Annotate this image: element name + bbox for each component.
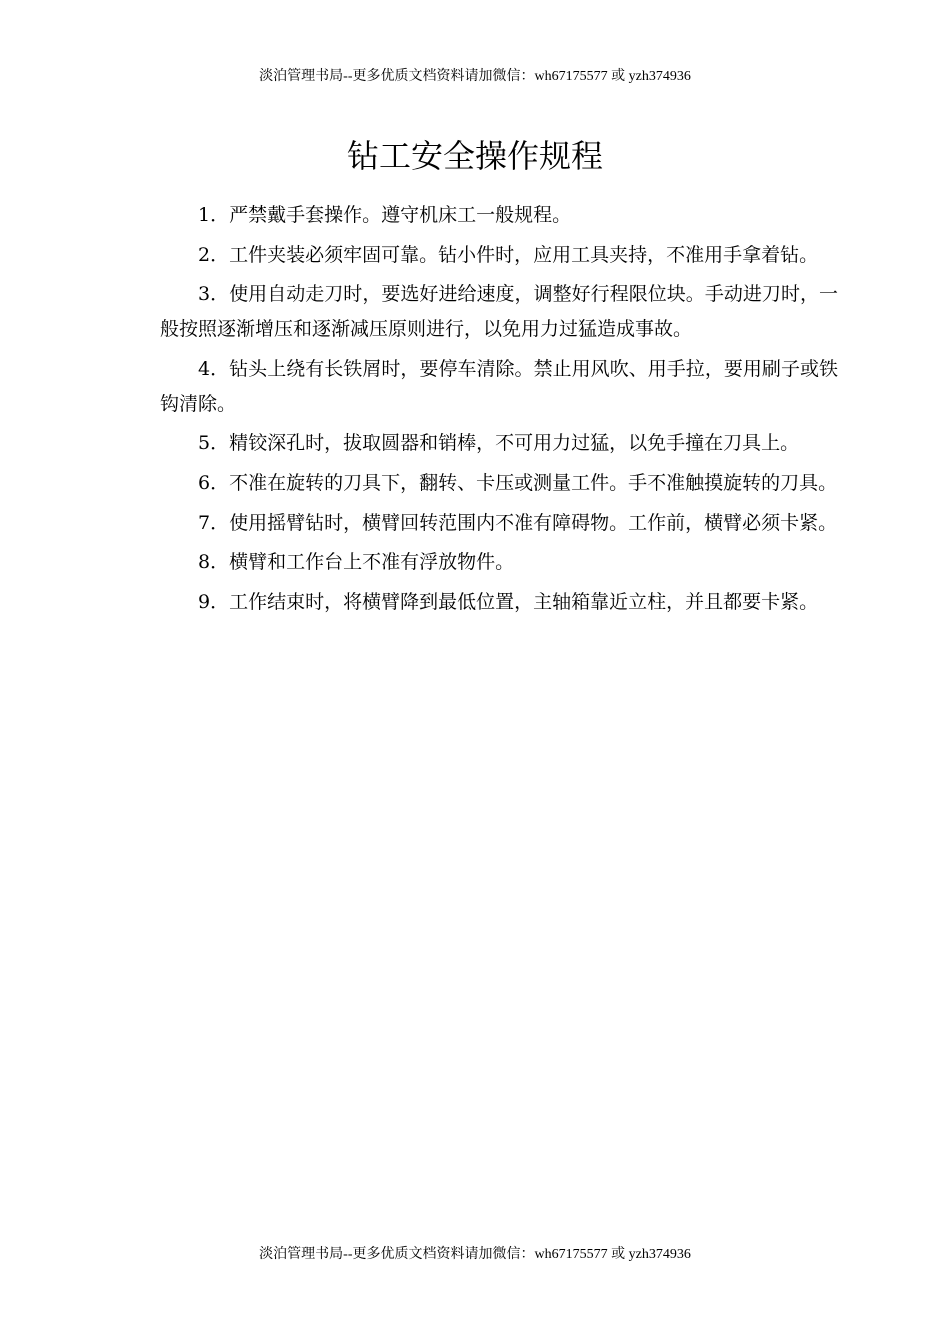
page-footer: 淡泊管理书局--更多优质文档资料请加微信：wh67175577 或 yzh374936 <box>259 1247 691 1262</box>
page-header: 淡泊管理书局--更多优质文档资料请加微信：wh67175577 或 yzh374936 <box>259 69 691 84</box>
rule-item-7: 7．使用摇臂钻时，横臂回转范围内不准有障碍物。工作前，横臂必须卡紧。 <box>198 511 838 534</box>
rule-item-3: 3．使用自动走刀时，要选好进给速度，调整好行程限位块。手动进刀时，一般按照逐渐增压和逐渐减压原则进行，以免用力过猛造成事故。 <box>160 283 838 341</box>
rule-item-1: 1．严禁戴手套操作。遵守机床工一般规程。 <box>198 204 572 226</box>
rule-item-2: 2．工件夹装必须牢固可靠。钻小件时，应用工具夹持，不准用手拿着钻。 <box>198 243 819 266</box>
rule-item-9: 9．工作结束时，将横臂降到最低位置，主轴箱靠近立柱，并且都要卡紧。 <box>198 590 819 613</box>
rule-item-8: 8．横臂和工作台上不准有浮放物件。 <box>198 551 515 574</box>
document-title: 钻工安全操作规程 <box>346 137 603 175</box>
rule-item-4: 4．钻头上绕有长铁屑时，要停车清除。禁止用风吹、用手拉，要用刷子或铁钩清除。 <box>160 357 838 415</box>
rule-item-5: 5．精铰深孔时，拔取圆器和销棒，不可用力过猛，以免手撞在刀具上。 <box>198 432 800 455</box>
document-body <box>160 198 838 624</box>
rule-item-6: 6．不准在旋转的刀具下，翻转、卡压或测量工件。手不准触摸旋转的刀具。 <box>198 471 838 494</box>
